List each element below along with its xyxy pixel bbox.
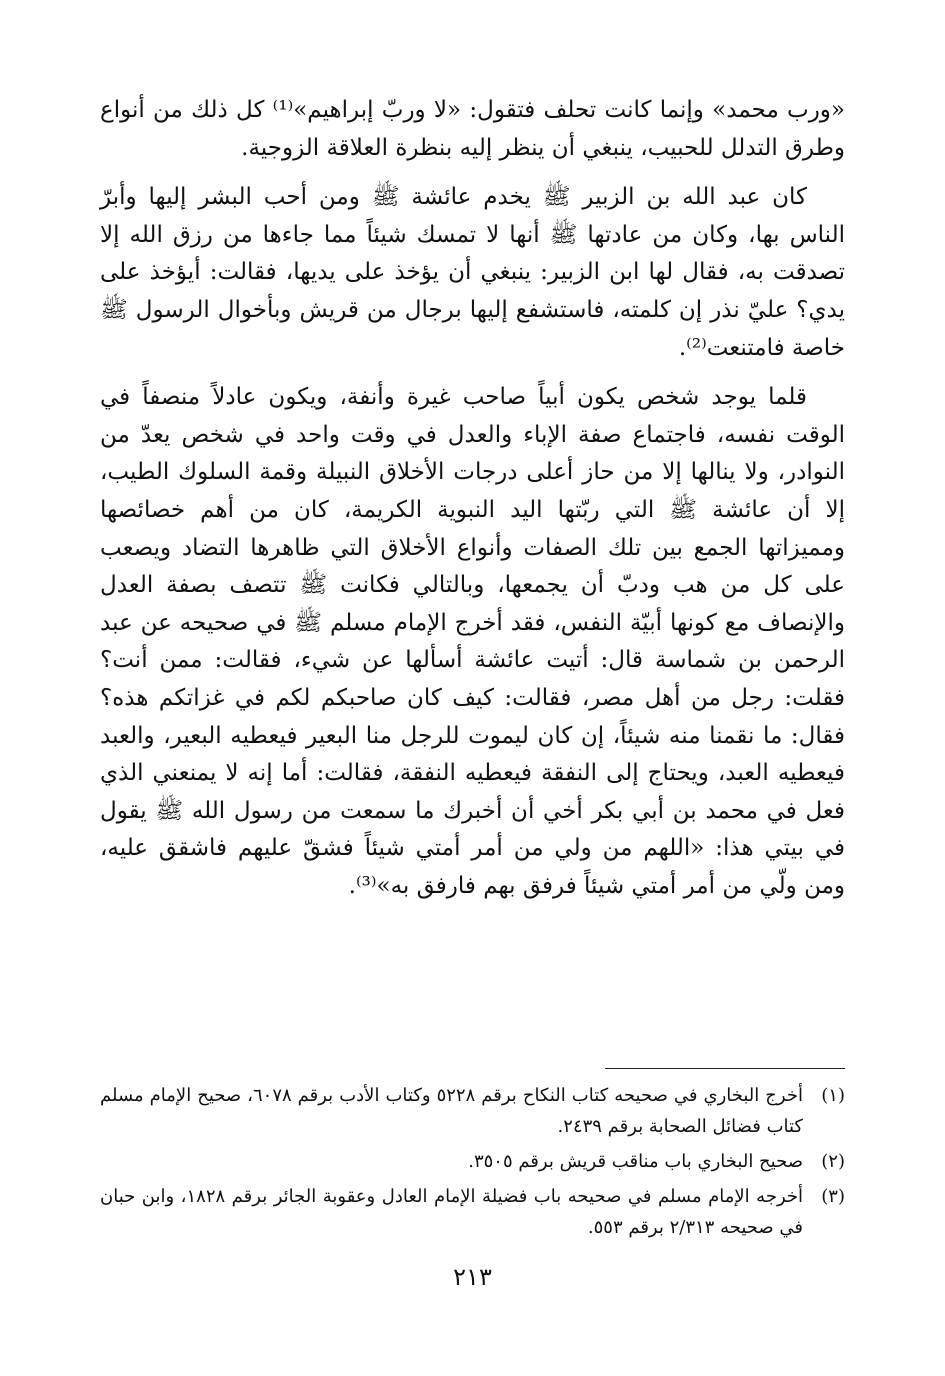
paragraph-1: «ورب محمد» وإنما كانت تحلف فتقول: «لا وربّ إبراهيم»⁽¹⁾ كل ذلك من أنواع وطرق التدلل للحبيب، ينبغي أن ينظر إليه بنظرة العلاقة الزوجية. xyxy=(100,97,845,161)
paragraph-3: قلما يوجد شخص يكون أبياً صاحب غيرة وأنفة، ويكون عادلاً منصفاً في الوقت نفسه، فاجتماع صفة الإباء والعدل في وقت واحد في شخص يعدّ من النوادر، ولا ينالها إلا من حاز أعلى درجات الأخلاق النبيلة وقمة السلوك الطيب، إلا أن عائشة ﷺ التي ربّتها اليد النبوية الكريمة، كان من أهم خصائصها ومميزاتها الجمع بين تلك الصفات وأنواع الأخلاق التي ظاهرها التضاد ويصعب على كل من هب ودبّ أن يجمعها، وبالتالي فكانت ﷺ تتصف بصفة العدل والإنصاف مع كونها أبيّة النفس، فقد أخرج الإمام مسلم ﷺ في صحيحه عن عبد الرحمن بن شماسة قال: أتيت عائشة أسألها عن شيء، فقالت: ممن أنت؟ فقلت: رجل من أهل مصر، فقالت: كيف كان صاحبكم لكم في غزاتكم هذه؟ فقال: ما نقمنا منه شيئاً، إن كان ليموت للرجل منا البعير فيعطيه البعير، والعبد فيعطيه العبد، ويحتاج إلى النفقة فيعطيه النفقة، فقالت: أما إنه لا يمنعني الذي فعل في محمد بن أبي بكر أخي أن أخبرك ما سمعت من رسول الله ﷺ يقول في بيتي هذا: «اللهم من ولي من أمر أمتي شيئاً فشقّ عليهم فاشقق عليه، ومن ولّي من أمر أمتي شيئاً فرفق بهم فارفق به»⁽³⁾. xyxy=(100,384,845,899)
main-text xyxy=(100,92,845,917)
footnote-text: أخرج البخاري في صحيحه كتاب النكاح برقم ٥٢٢٨ وكتاب الأدب برقم ٦٠٧٨، صحيح الإمام مسلم كتاب فضائل الصحابة برقم ٢٤٣٩. xyxy=(100,1085,803,1137)
footnote-number: (١) xyxy=(821,1085,845,1106)
footnotes xyxy=(100,1080,845,1247)
footnote-text: أخرجه الإمام مسلم في صحيحه باب فضيلة الإمام العادل وعقوبة الجائر برقم ١٨٢٨، وابن حبان في صحيحه ٢/٣١٣ برقم ٥٥٣. xyxy=(100,1186,804,1238)
page-number: ٢١٣ xyxy=(453,1263,492,1291)
footnote-3 xyxy=(100,1181,845,1243)
footnote-number: (٣) xyxy=(821,1186,845,1207)
footnote-1 xyxy=(100,1080,845,1142)
footnote-separator xyxy=(605,1068,845,1069)
footnote-number: (٢) xyxy=(821,1151,845,1172)
paragraph-2: كان عبد الله بن الزبير ﷺ يخدم عائشة ﷺ ومن أحب البشر إليها وأبرّ الناس بها، وكان من عادتها ﷺ أنها لا تمسك شيئاً مما جاءها من رزق الله إلا تصدقت به، فقال لها ابن الزبير: ينبغي أن يؤخذ على يديها، فقالت: أيؤخذ على يدي؟ عليّ نذر إن كلمته، فاستشفع إليها برجال من قريش وبأخوال الرسول ﷺ خاصة فامتنعت⁽²⁾. xyxy=(100,184,845,361)
footnote-text: صحيح البخاري باب مناقب قريش برقم ٣٥٠٥. xyxy=(468,1151,803,1172)
footnote-2 xyxy=(100,1146,845,1177)
